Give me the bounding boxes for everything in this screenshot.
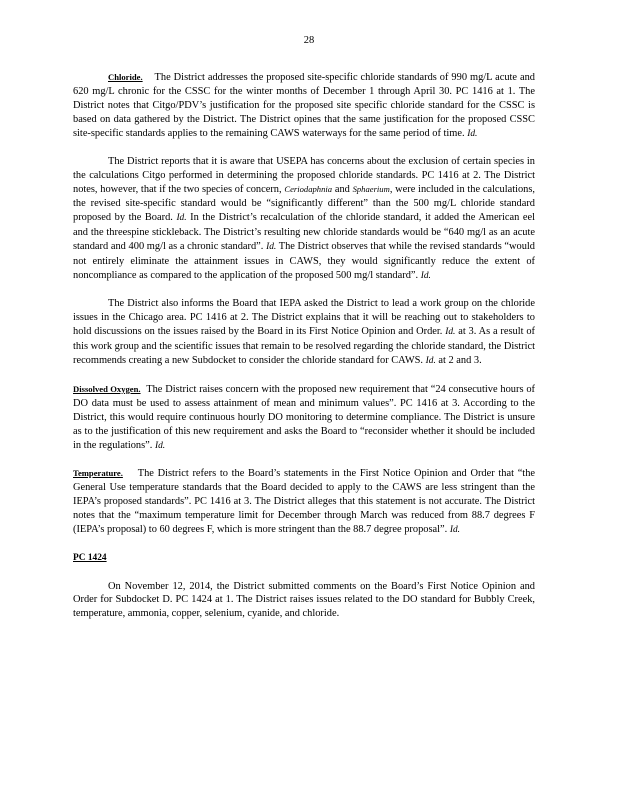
usepa-text-4: The District observes that while the revised standards “would not entirely eliminate the attainment issues in CAWS, they would significantly reduce the extent of noncompliance as compared to the application of the proposed 500 mg/l standard”. [73, 240, 535, 281]
pc-1424-heading: PC 1424 [73, 552, 107, 563]
dissolved-oxygen-paragraph [73, 383, 535, 454]
iepa-paragraph [73, 297, 535, 369]
document-body [73, 71, 535, 635]
pc-1424-paragraph [73, 580, 535, 622]
usepa-citation-3: Id. [420, 270, 431, 281]
temperature-paragraph [73, 467, 535, 538]
iepa-text-3: at 2 and 3. [438, 355, 482, 367]
usepa-text-1: The District reports that it is aware that USEPA has concerns about the exclusion of certain species in the calculations Citgo performed in determining the proposed chloride standards. PC 1416 at 2. The District notes, however, that if the two species of concern, [73, 156, 535, 196]
chloride-text: The District addresses the proposed site-specific chloride standards of 990 mg/L acute and 620 mg/L chronic for the CSSC for the winter months of December 1 through April 30. PC 1416 at 1. The District notes that Citgo/PDV’s justification for the proposed site specific chloride standard for the CSSC is based on data gathered by the District. The District opines that the same justification for the proposed CSSC site-specific standards applies to the remaining CAWS waterways for the same period of time. [73, 72, 535, 139]
chloride-paragraph [73, 71, 535, 142]
usepa-and: and [334, 184, 350, 196]
pc-1424-text: On November 12, 2014, the District submitted comments on the Board’s First Notice Opinion and Order for Subdocket D. PC 1424 at 1. The District raises issues related to the DO standard for Bubbly Creek, temperature, ammonia, copper, selenium, cyanide, and chloride. [73, 580, 535, 620]
dissolved-oxygen-text: The District raises concern with the proposed new requirement that “24 consecutive hours of DO data must be used to assess attainment of mean and minimum values”. PC 1416 at 3. According to the District, this would require continuous hourly DO monitoring to determine compliance. The District is unsure as to the justification of this new requirement and asks the Board to “reconsider whether it should be included in the regulations”. [73, 383, 535, 451]
usepa-text-2: , were included in the calculations, the revised site-specific standard would be “significantly different” than the 500 mg/L chloride standard proposed by the Board. [73, 184, 535, 224]
usepa-citation-1: Id. [176, 213, 187, 224]
temperature-heading: Temperature. [73, 468, 123, 479]
iepa-citation-2: Id. [425, 356, 436, 367]
iepa-citation-1: Id. [445, 327, 456, 338]
page-number: 28 [303, 35, 315, 46]
dissolved-oxygen-heading: Dissolved Oxygen. [73, 383, 141, 394]
chloride-citation: Id. [467, 128, 478, 139]
usepa-citation-2: Id. [266, 241, 277, 252]
usepa-paragraph [73, 155, 535, 283]
temperature-text: The District refers to the Board’s statements in the First Notice Opinion and Order that “the General Use temperature standards that the Board decided to apply to the CAWS are less stringent than the IEPA’s proposed standards”. PC 1416 at 3. The District alleges that this statement is not accurate. The District notes that the “maximum temperature limit for December through March was reduced from 88.7 degrees F (IEPA’s proposal) to 60 degrees F, which is more stringent than the 88.7 degree proposal”. [73, 468, 536, 535]
species-ceriodaphnia: Ceriodaphnia [284, 184, 333, 195]
chloride-heading: Chloride. [108, 72, 143, 82]
dissolved-oxygen-citation: Id. [154, 440, 166, 451]
temperature-citation: Id. [449, 524, 460, 535]
species-sphaerium: Sphaerium [352, 184, 390, 195]
iepa-text-1: The District also informs the Board that IEPA asked the District to lead a work group on the chloride issues in the Chicago area. PC 1416 at 2. The District explains that it will be reaching out to stakeholders to hold discussions on the issues raised by the Board in its First Notice Opinion and Order. [73, 298, 535, 338]
iepa-text-2: at 3. As a result of this work group and the scientific issues that remain to be resolved regarding the chloride standard, the District recommends creating a new Subdocket to consider the chloride standard for CAWS. [73, 326, 535, 367]
usepa-text-3: In the District’s recalculation of the chloride standard, it added the American eel and the threespine stickleback. The District’s resulting new chloride standards would be “640 mg/l as an acute standard and 400 mg/l as a chronic standard”. [73, 212, 535, 252]
